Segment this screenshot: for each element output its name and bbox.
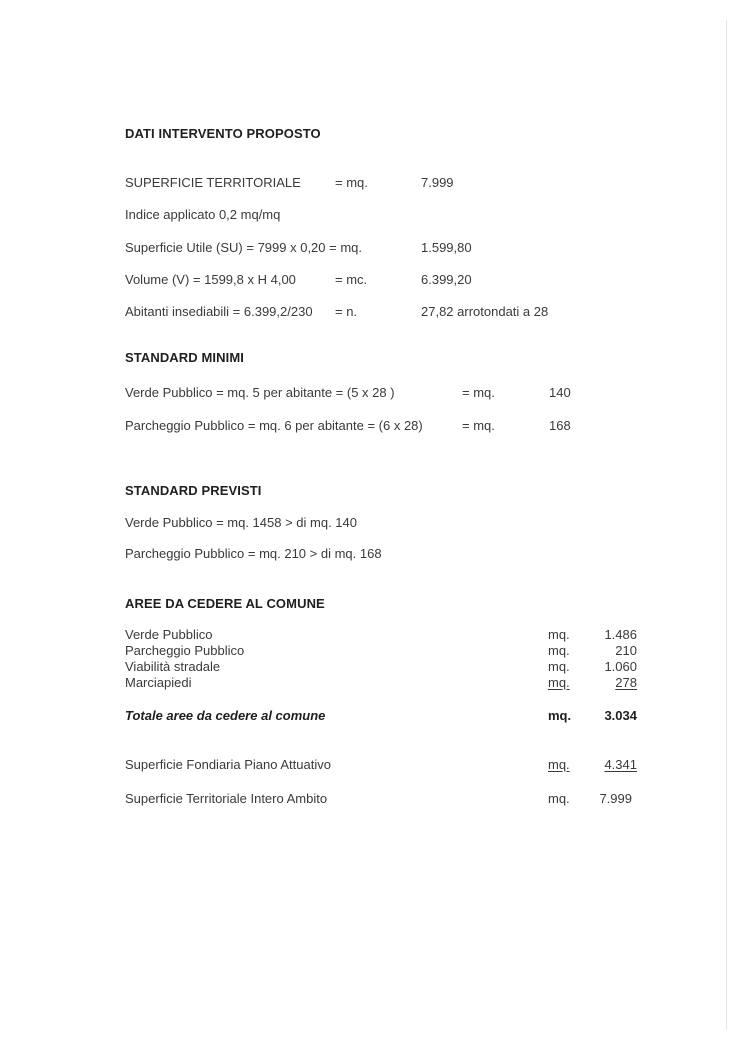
su-label: Superficie Utile (SU) = 7999 x 0,20 = mq. (125, 240, 363, 255)
aree-item-label: Viabilità stradale (125, 659, 221, 674)
aree-item-value: 278 (615, 675, 637, 690)
abitanti-label: Abitanti insediabili = 6.399,2/230 (125, 304, 313, 319)
aree-item-label: Parcheggio Pubblico (125, 643, 245, 658)
minimi-parcheggio-value: 168 (549, 418, 571, 433)
minimi-verde-value: 140 (549, 385, 571, 400)
su-value: 1.599,80 (421, 240, 472, 255)
aree-item-value: 210 (615, 643, 637, 658)
section-heading-dati: DATI INTERVENTO PROPOSTO (125, 126, 321, 141)
aree-item-label: Verde Pubblico (125, 627, 213, 642)
fondiaria-value: 4.341 (604, 757, 637, 772)
minimi-verde-label: Verde Pubblico = mq. 5 per abitante = (5 x 28 ) (125, 385, 395, 400)
volume-label: Volume (V) = 1599,8 x H 4,00 (125, 272, 296, 287)
aree-item-value: 1.060 (604, 659, 637, 674)
aree-item-unit: mq. (548, 643, 570, 658)
st-label: SUPERFICIE TERRITORIALE (125, 175, 301, 190)
page-edge-line (726, 20, 727, 1030)
previsti-verde: Verde Pubblico = mq. 1458 > di mq. 140 (125, 515, 357, 530)
minimi-verde-unit: = mq. (462, 385, 495, 400)
territoriale-label: Superficie Territoriale Intero Ambito (125, 791, 328, 806)
totale-label: Totale aree da cedere al comune (125, 708, 326, 723)
territoriale-value: 7.999 (599, 791, 632, 806)
aree-item-unit: mq. (548, 659, 570, 674)
previsti-parcheggio: Parcheggio Pubblico = mq. 210 > di mq. 168 (125, 546, 382, 561)
totale-unit: mq. (548, 708, 572, 723)
section-heading-minimi: STANDARD MINIMI (125, 350, 244, 365)
totale-value: 3.034 (604, 708, 637, 723)
fondiaria-unit: mq. (548, 757, 570, 772)
st-value: 7.999 (421, 175, 454, 190)
aree-item-unit: mq. (548, 627, 570, 642)
abitanti-value: 27,82 arrotondati a 28 (421, 304, 549, 319)
minimi-parcheggio-label: Parcheggio Pubblico = mq. 6 per abitante = (6 x 28) (125, 418, 423, 433)
section-heading-previsti: STANDARD PREVISTI (125, 483, 262, 498)
volume-unit: = mc. (335, 272, 368, 287)
abitanti-unit: = n. (335, 304, 358, 319)
volume-value: 6.399,20 (421, 272, 472, 287)
section-heading-aree: AREE DA CEDERE AL COMUNE (125, 596, 325, 611)
aree-item-unit: mq. (548, 675, 570, 690)
st-unit: = mq. (335, 175, 368, 190)
aree-item-value: 1.486 (604, 627, 637, 642)
indice-text: Indice applicato 0,2 mq/mq (125, 207, 281, 222)
fondiaria-label: Superficie Fondiaria Piano Attuativo (125, 757, 331, 772)
aree-item-label: Marciapiedi (125, 675, 192, 690)
territoriale-unit: mq. (548, 791, 570, 806)
minimi-parcheggio-unit: = mq. (462, 418, 495, 433)
